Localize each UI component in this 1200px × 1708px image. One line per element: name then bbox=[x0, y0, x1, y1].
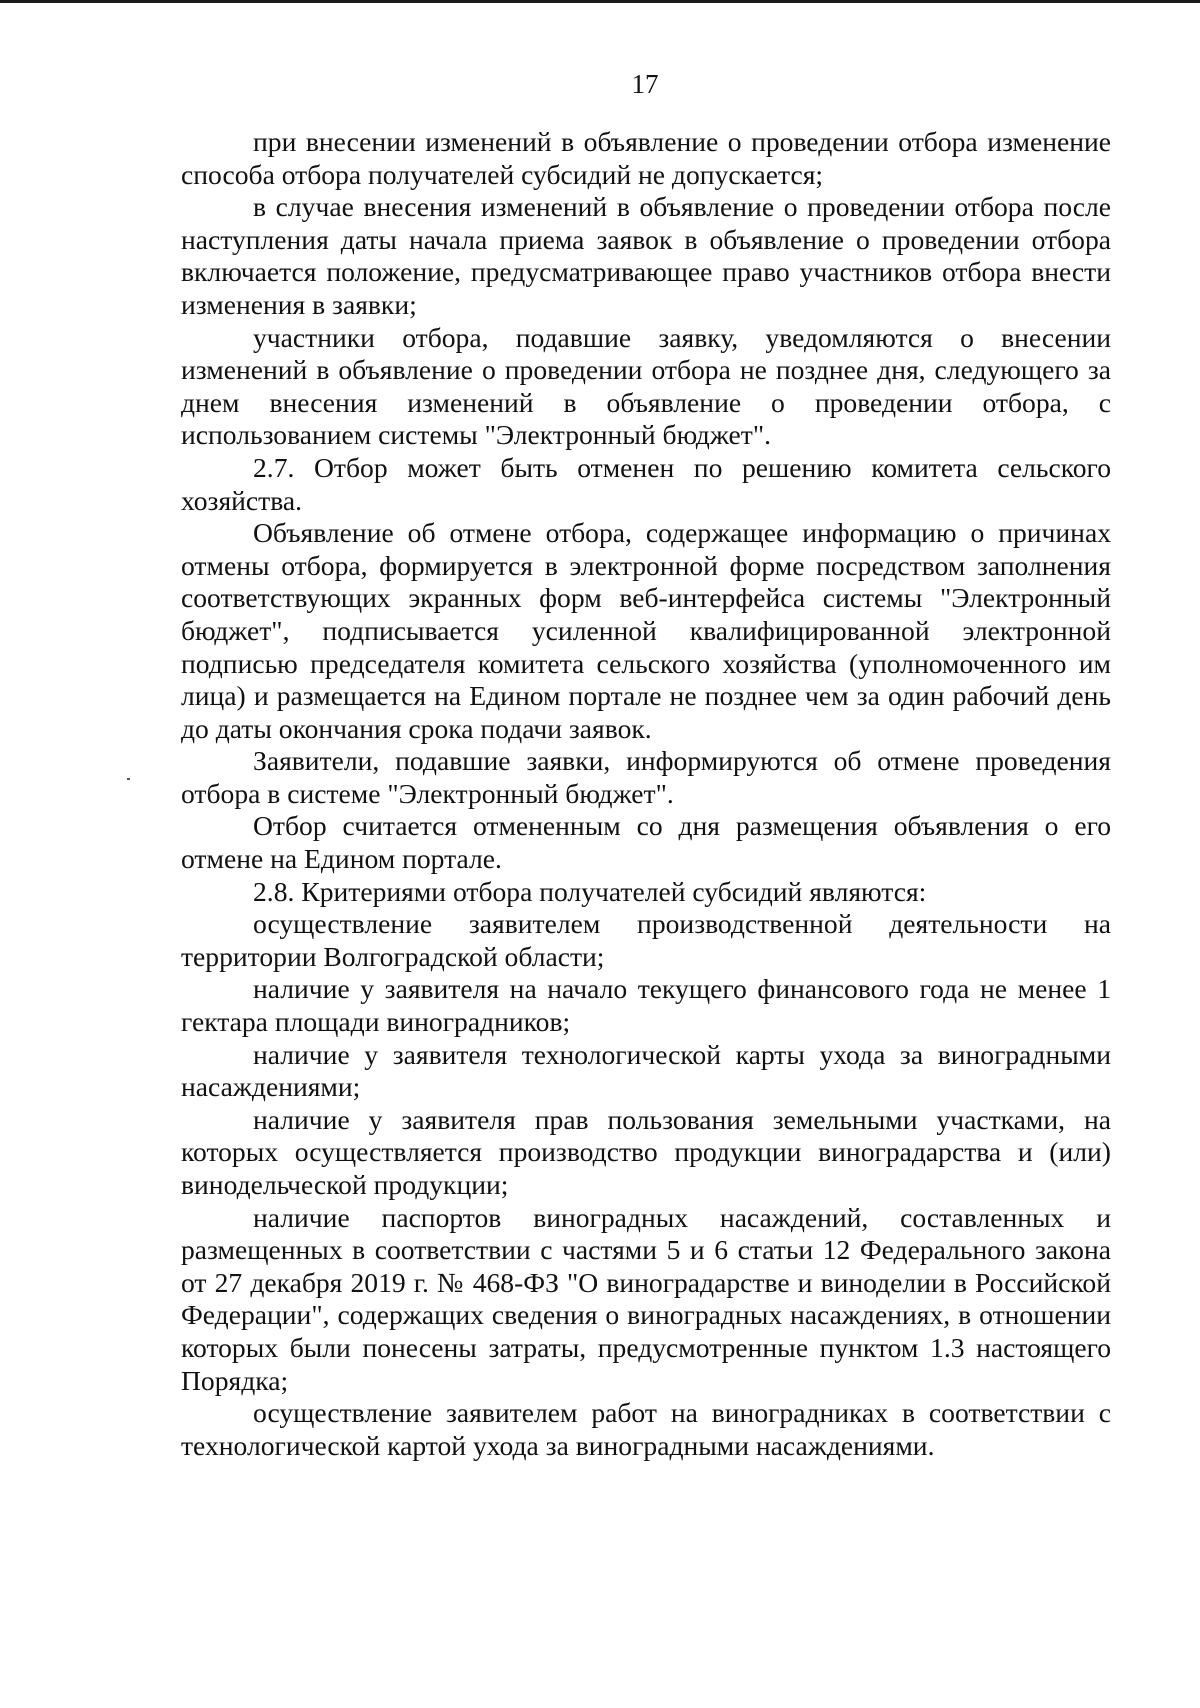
paragraph-7: Отбор считается отмененным со дня размещения объявления о его отмене на Едином портале. bbox=[181, 810, 1111, 875]
paragraph-9: осуществление заявителем производственной деятельности на территории Волгоградской области; bbox=[181, 908, 1111, 972]
page-number: 17 bbox=[631, 69, 659, 99]
paragraph-5: Объявление об отмене отбора, содержащее информацию о причинах отмены отбора, формируется в электронной форме посредством заполнения соответствующих экранных форм веб-интерфейса системы "Электронный бюджет", подписывается усиленной квалифицированной электронной подписью председателя комитета сельского хозяйства (уполномоченного им лица) и размещается на Едином портале не позднее чем за один рабочий день до даты окончания срока подачи заявок. bbox=[181, 517, 1111, 744]
document-body bbox=[181, 126, 1111, 1462]
paragraph-11: наличие у заявителя технологической карты ухода за виноградными насаждениями; bbox=[181, 1038, 1111, 1103]
scan-speck bbox=[127, 778, 130, 780]
paragraph-13: наличие паспортов виноградных насаждений, составленных и размещенных в соответствии с частями 5 и 6 статьи 12 Федерального закона от 27 декабря 2019 г. № 468-ФЗ "О виноградарстве и виноделии в Российской Федерации", содержащих сведения о виноградных насаждениях, в отношении которых были понесены затраты, предусмотренные пунктом 1.3 настоящего Порядка; bbox=[181, 1201, 1111, 1396]
scan-top-border bbox=[0, 0, 1200, 3]
paragraph-1: при внесении изменений в объявление о проведении отбора изменение способа отбора получателей субсидий не допускается; bbox=[181, 126, 1111, 190]
paragraph-10: наличие у заявителя на начало текущего финансового года не менее 1 гектара площади виноградников; bbox=[181, 973, 1111, 1038]
paragraph-6: Заявители, подавшие заявки, информируются об отмене проведения отбора в системе "Электронный бюджет". bbox=[181, 745, 1111, 809]
paragraph-8: 2.8. Критериями отбора получателей субсидий являются: bbox=[253, 875, 927, 907]
paragraph-2: в случае внесения изменений в объявление о проведении отбора после наступления даты начала приема заявок в объявление о проведении отбора включается положение, предусматривающее право участников отбора внести изменения в заявки; bbox=[181, 191, 1111, 320]
paragraph-14: осуществление заявителем работ на виноградниках в соответствии с технологической картой ухода за виноградными насаждениями. bbox=[181, 1397, 1111, 1461]
paragraph-4: 2.7. Отбор может быть отменен по решению комитета сельского хозяйства. bbox=[181, 451, 1111, 516]
paragraph-3: участники отбора, подавшие заявку, уведомляются о внесении изменений в объявление о проведении отбора не позднее дня, следующего за днем внесения изменений в объявление о проведении отбора, с использованием системы "Электронный бюджет". bbox=[181, 321, 1111, 451]
paragraph-12: наличие у заявителя прав пользования земельными участками, на которых осуществляется производство продукции виноградарства и (или) винодельческой продукции; bbox=[181, 1103, 1111, 1200]
